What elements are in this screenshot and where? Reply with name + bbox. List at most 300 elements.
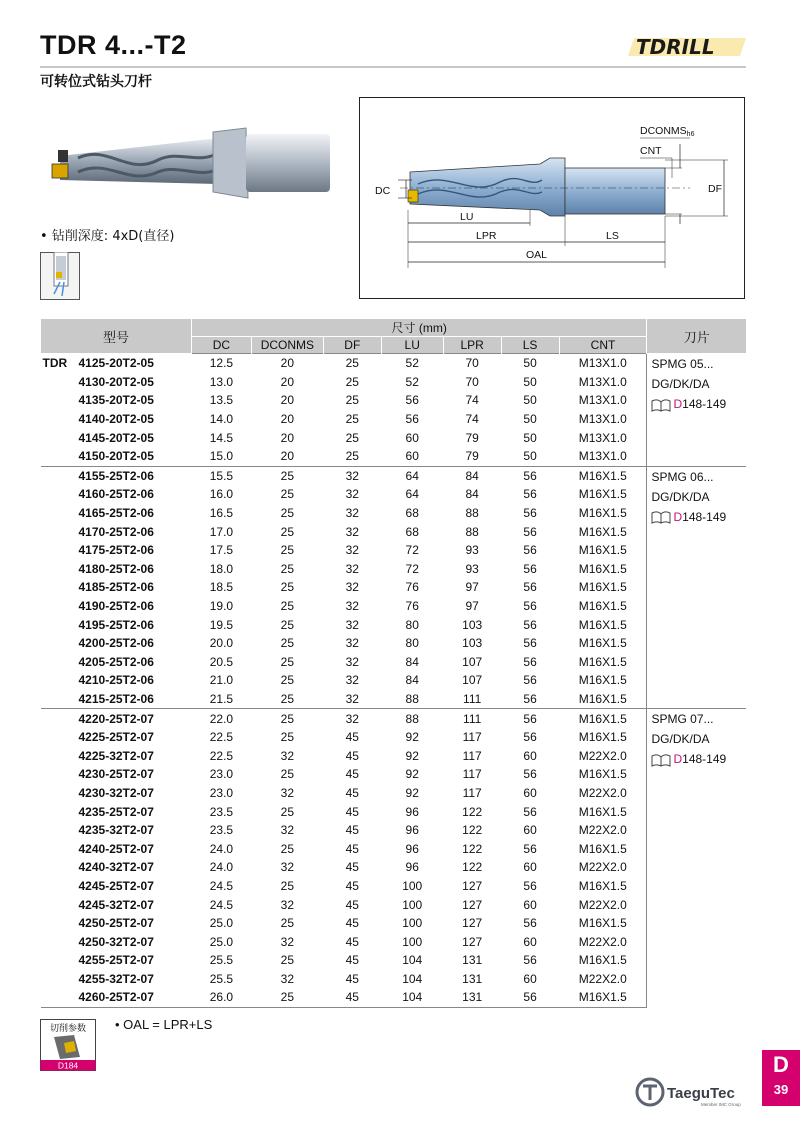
ls-cell: 56 [523,487,537,502]
model-cell [41,988,192,1007]
lpr-cell: 131 [462,953,483,968]
dc-cell: 25.5 [209,953,234,968]
df-cell: 45 [345,878,359,893]
df-cell: 32 [345,524,359,539]
lpr-cell: 117 [462,748,482,763]
lu-cell: 60 [405,449,419,464]
lpr-cell: 107 [462,654,483,669]
dconms-cell: 25 [280,673,295,688]
dconms-cell: 20 [280,430,295,445]
df-cell: 45 [345,953,359,968]
table-row [41,504,747,523]
dc-cell: 25.5 [209,971,234,986]
lpr-cell: 88 [465,524,479,539]
model-cell [41,447,192,466]
lpr-cell: 93 [465,543,479,558]
table-row [41,653,747,672]
section-tab [762,1050,800,1106]
lpr-label: LPR [476,230,497,242]
ls-label: LS [606,230,619,242]
ls-cell: 50 [523,449,537,464]
df-cell: 45 [323,988,381,1007]
dc-cell: 17.0 [209,524,234,539]
df-cell: 25 [323,354,381,373]
dc-cell: 23.0 [209,767,234,782]
df-cell: 45 [345,785,359,800]
cutting-data-ref: D184 [57,1060,79,1071]
model-header: 型号 [41,319,192,354]
cnt-cell: M16X1.5 [578,673,627,688]
insert-ref-prefix: D [673,509,683,524]
lu-cell: 104 [381,988,443,1007]
df-label: DF [708,183,722,195]
model-code: 4195-25T2-06 [78,617,154,632]
insert-cell [647,466,746,709]
cnt-cell: M22X2.0 [578,897,627,912]
cnt-label: CNT [640,145,662,157]
model-cell [41,877,192,896]
dconms-cell: 32 [280,860,295,875]
dc-label: DC [375,185,391,197]
lpr-cell: 97 [465,599,479,614]
lu-cell: 84 [405,673,419,688]
lpr-cell: 117 [462,785,482,800]
table-row [41,709,747,728]
lpr-cell: 84 [465,487,479,502]
lu-cell: 92 [405,785,419,800]
insert-ref-pages: 148-149 [682,397,727,411]
cnt-cell: M22X2.0 [578,860,627,875]
table-row [41,522,747,541]
dc-cell: 23.5 [209,823,234,838]
dc-cell: 22.0 [191,709,251,728]
df-cell: 25 [345,412,359,427]
df-cell: 25 [345,449,359,464]
model-cell [41,373,192,392]
lpr-cell: 107 [462,673,483,688]
df-cell: 32 [345,654,359,669]
table-row [41,578,747,597]
lu-cell: 100 [402,897,423,912]
model-cell [41,391,192,410]
model-cell [41,970,192,989]
lpr-cell: 70 [443,354,501,373]
lpr-cell: 88 [465,506,479,521]
spec-table [40,319,746,1008]
lu-label: LU [460,211,474,223]
ls-cell: 56 [523,841,537,856]
model-code: 4250-25T2-07 [78,916,154,931]
page-number: 39 [773,1082,789,1097]
model-code: 4180-25T2-06 [78,561,154,576]
dc-cell: 22.5 [209,730,234,745]
tdrill-logo [628,32,748,62]
table-row [41,988,747,1007]
table-row [41,466,747,485]
lpr-cell: 97 [465,580,479,595]
model-code: 4225-32T2-07 [78,748,154,763]
lu-cell: 92 [405,767,419,782]
dc-cell: 17.5 [209,543,234,558]
model-cell [41,410,192,429]
dconms-cell: 25 [280,561,295,576]
df-cell: 25 [345,430,359,445]
col-header-lpr: LPR [443,337,501,354]
lpr-cell: 93 [465,561,479,576]
insert-ref[interactable] [651,749,746,769]
model-code: 4190-25T2-06 [78,599,154,614]
model-code: 4140-20T2-05 [78,412,154,427]
insert-ref[interactable] [651,507,746,527]
model-code: 4235-25T2-07 [78,804,154,819]
model-code: 4225-25T2-07 [78,730,154,745]
ls-cell: 56 [523,953,537,968]
table-row [41,839,747,858]
lpr-cell: 127 [462,897,483,912]
dconms-cell: 25 [251,466,323,485]
cnt-cell: M16X1.5 [578,878,627,893]
dconms-cell: 25 [280,487,295,502]
df-cell: 45 [345,897,359,912]
ls-cell: 50 [523,393,537,408]
lpr-cell: 131 [462,971,483,986]
dconms-cell: 25 [280,524,295,539]
insert-line1: SPMG 05... [651,357,714,371]
lu-cell: 96 [405,860,419,875]
taegutec-logo [635,1076,753,1108]
cnt-cell: M13X1.0 [578,430,627,445]
cnt-cell: M16X1.5 [578,953,627,968]
insert-cell [647,709,746,1008]
oal-formula-note: • OAL = LPR+LS [115,1017,213,1032]
model-code: 4230-25T2-07 [78,767,154,782]
dconms-cell: 25 [280,691,295,706]
df-cell: 32 [323,466,381,485]
cnt-cell: M16X1.5 [578,841,627,856]
ls-cell: 56 [523,654,537,669]
cnt-cell: M16X1.5 [578,636,627,651]
lpr-cell: 111 [443,709,501,728]
df-cell: 45 [345,804,359,819]
lpr-cell: 74 [465,393,479,408]
cnt-cell: M16X1.5 [578,730,627,745]
cnt-cell: M16X1.5 [559,466,647,485]
dc-cell: 18.0 [209,561,234,576]
cnt-cell: M16X1.5 [578,691,627,706]
model-code: 4205-25T2-06 [78,654,154,669]
svg-text:TDRILL: TDRILL [636,35,715,59]
cnt-cell: M13X1.0 [578,412,627,427]
lu-cell: 104 [402,971,423,986]
dconms-cell: 25 [280,506,295,521]
cnt-cell: M16X1.5 [578,580,627,595]
ls-cell: 56 [523,878,537,893]
ls-cell: 56 [501,466,559,485]
dc-cell: 18.5 [209,580,234,595]
model-code: 4210-25T2-06 [78,673,154,688]
dconms-cell: 25 [280,916,295,931]
dconms-cell: 25 [280,878,295,893]
dconms-cell: 25 [251,988,323,1007]
lu-cell: 100 [402,916,423,931]
cnt-cell: M13X1.0 [578,393,627,408]
model-code: 4260-25T2-07 [78,990,154,1005]
dc-cell: 24.0 [209,860,234,875]
df-cell: 32 [345,580,359,595]
ls-cell: 56 [523,506,537,521]
df-cell: 45 [345,823,359,838]
cnt-cell: M16X1.5 [578,599,627,614]
table-row [41,821,747,840]
df-cell: 45 [345,730,359,745]
ls-cell: 56 [523,691,537,706]
dc-cell: 24.5 [209,878,234,893]
df-cell: 45 [345,748,359,763]
lpr-cell: 74 [465,412,479,427]
table-row [41,447,747,466]
lu-cell: 76 [405,580,419,595]
df-cell: 45 [345,841,359,856]
model-code: 4245-25T2-07 [78,878,154,893]
ls-cell: 60 [523,897,537,912]
col-header-cnt: CNT [559,337,647,354]
model-code: 4185-25T2-06 [78,580,154,595]
dconms-cell: 20 [251,354,323,373]
table-row [41,671,747,690]
cnt-cell: M16X1.5 [559,988,647,1007]
table-row [41,634,747,653]
dconms-cell: 32 [280,971,295,986]
table-row [41,858,747,877]
model-cell [41,802,192,821]
ls-cell: 50 [523,374,537,389]
dconms-cell: 32 [280,785,295,800]
cnt-cell: M16X1.5 [559,709,647,728]
model-code: 4125-20T2-05 [78,356,154,371]
dc-cell: 19.5 [209,617,234,632]
model-code: 4170-25T2-06 [78,524,154,539]
dc-cell: 16.0 [209,487,234,502]
dc-cell: 20.0 [209,636,234,651]
dconms-cell: 25 [280,804,295,819]
model-cell [41,728,192,747]
model-cell [41,485,192,504]
dc-cell: 13.5 [209,393,234,408]
dconms-cell: 25 [280,767,295,782]
model-cell [41,653,192,672]
lu-cell: 64 [381,466,443,485]
lpr-cell: 122 [462,841,483,856]
cnt-cell: M16X1.5 [578,916,627,931]
ls-cell: 56 [501,709,559,728]
ls-cell: 60 [523,785,537,800]
table-row [41,746,747,765]
ls-cell: 56 [501,988,559,1007]
dconms-cell: 25 [280,953,295,968]
dc-cell: 12.5 [191,354,251,373]
model-cell [41,951,192,970]
df-cell: 32 [345,487,359,502]
dconms-cell: 25 [280,543,295,558]
lu-cell: 68 [405,506,419,521]
lu-cell: 52 [381,354,443,373]
model-cell [41,504,192,523]
dconms-cell: 20 [280,449,295,464]
ls-cell: 56 [523,804,537,819]
tool-photo [48,124,338,204]
model-cell [41,784,192,803]
model-code: 4220-25T2-07 [78,711,154,726]
cnt-cell: M13X1.0 [578,449,627,464]
dconms-label: DCONMSh6 [640,125,695,138]
svg-text:TaeguTec: TaeguTec [667,1085,735,1102]
cutting-data-icon [40,1019,96,1071]
dc-cell: 23.5 [209,804,234,819]
insert-ref[interactable] [651,394,746,414]
df-cell: 32 [345,636,359,651]
svg-text:Member IMC Group: Member IMC Group [701,1102,741,1107]
lu-cell: 104 [402,953,423,968]
model-cell [41,466,192,485]
oal-label: OAL [526,249,548,261]
dc-cell: 24.0 [209,841,234,856]
dc-cell: 20.5 [209,654,234,669]
model-code: 4240-25T2-07 [78,841,154,856]
cnt-cell: M16X1.5 [578,506,627,521]
lpr-cell: 79 [465,449,479,464]
lpr-cell: 84 [443,466,501,485]
lpr-cell: 127 [462,934,483,949]
model-code: 4230-32T2-07 [78,785,154,800]
model-cell [41,858,192,877]
dc-cell: 26.0 [191,988,251,1007]
model-cell [41,932,192,951]
lu-cell: 88 [381,709,443,728]
dc-cell: 14.5 [209,430,234,445]
insert-line1: SPMG 06... [651,469,714,484]
table-row [41,877,747,896]
model-cell [41,597,192,616]
dconms-cell: 32 [280,823,295,838]
table-row [41,391,747,410]
table-row [41,354,747,373]
table-row [41,895,747,914]
col-header-df: DF [323,337,381,354]
dc-cell: 22.5 [209,748,234,763]
model-code: 4255-32T2-07 [78,971,154,986]
model-cell [41,709,192,728]
model-cell [41,354,192,373]
model-code: 4235-32T2-07 [78,823,154,838]
dc-cell: 14.0 [209,412,234,427]
dc-cell: 16.5 [209,506,234,521]
lu-cell: 88 [405,691,419,706]
lu-cell: 72 [405,561,419,576]
ls-cell: 60 [523,934,537,949]
model-code: 4150-20T2-05 [78,449,154,464]
insert-line1: SPMG 07... [651,712,714,727]
model-code: 4145-20T2-05 [78,430,154,445]
insert-ref-pages: 148-149 [682,752,727,767]
cnt-cell: M16X1.5 [578,561,627,576]
dconms-cell: 25 [251,709,323,728]
lu-cell: 68 [405,524,419,539]
lpr-cell: 103 [462,636,483,651]
lu-cell: 80 [405,636,419,651]
table-row [41,410,747,429]
dc-cell: 23.0 [209,785,234,800]
dc-cell: 15.5 [191,466,251,485]
df-cell: 32 [345,543,359,558]
model-cell [41,671,192,690]
dims-header: 尺寸 (mm) [191,319,647,337]
table-row [41,951,747,970]
model-code: 4160-25T2-06 [78,487,154,502]
model-cell [41,634,192,653]
model-cell [41,578,192,597]
ls-cell: 60 [523,748,537,763]
df-cell: 32 [345,506,359,521]
model-cell [41,746,192,765]
cnt-cell: M22X2.0 [578,823,627,838]
insert-ref-prefix: D [673,397,683,411]
ls-cell: 50 [501,354,559,373]
ls-cell: 60 [523,971,537,986]
ls-cell: 56 [523,636,537,651]
table-row [41,765,747,784]
lpr-cell: 117 [462,767,482,782]
table-row [41,690,747,709]
drilling-depth-note: • 钻削深度: 4xD(直径) [40,229,175,244]
col-header-dc: DC [191,337,251,354]
model-code: 4250-32T2-07 [78,934,154,949]
df-cell: 45 [345,934,359,949]
ls-cell: 56 [523,673,537,688]
df-cell: 32 [323,709,381,728]
model-cell [41,765,192,784]
lu-cell: 92 [405,748,419,763]
table-row [41,932,747,951]
page-subtitle: 可转位式钻头刀杆 [40,74,152,90]
ls-cell: 56 [523,730,537,745]
dc-cell: 15.0 [209,449,234,464]
lu-cell: 100 [402,934,423,949]
book-icon [651,398,671,412]
cnt-cell: M22X2.0 [578,748,627,763]
model-cell [41,428,192,447]
dconms-cell: 20 [280,393,295,408]
dconms-cell: 25 [280,617,295,632]
insert-header: 刀片 [647,319,746,354]
df-cell: 32 [345,691,359,706]
df-cell: 32 [345,673,359,688]
cnt-cell: M16X1.5 [578,767,627,782]
cnt-cell: M16X1.5 [578,804,627,819]
model-code: 4175-25T2-06 [78,543,154,558]
lpr-cell: 103 [462,617,483,632]
hole-depth-icon [40,252,80,300]
dc-cell: 19.0 [209,599,234,614]
model-code: 4240-32T2-07 [78,860,154,875]
cnt-cell: M22X2.0 [578,785,627,800]
df-cell: 32 [345,617,359,632]
dconms-cell: 25 [280,730,295,745]
section-letter: D [773,1052,789,1077]
table-row [41,802,747,821]
ls-cell: 56 [523,916,537,931]
dimension-diagram [359,97,745,299]
dc-cell: 25.0 [209,934,234,949]
